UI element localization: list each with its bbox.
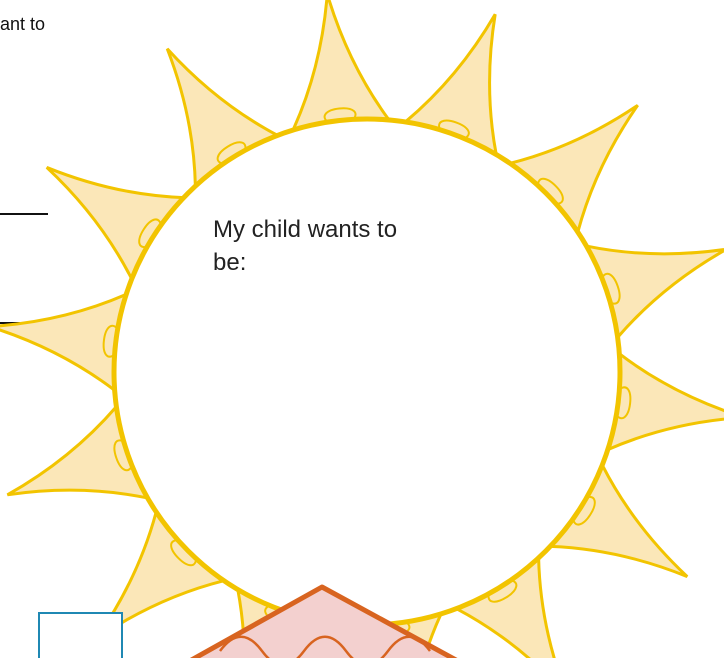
sun-prompt-line-2: be: — [213, 249, 247, 276]
blue-outlined-box — [38, 612, 123, 658]
sun-ray — [608, 354, 724, 450]
sun-ray — [293, 0, 389, 130]
sun-prompt — [213, 213, 523, 279]
left-text-fragment: ant to — [0, 14, 46, 34]
sun-ray — [0, 294, 126, 390]
sun-face-circle — [114, 119, 620, 625]
sun-prompt-line-1: My child wants to — [213, 216, 398, 243]
